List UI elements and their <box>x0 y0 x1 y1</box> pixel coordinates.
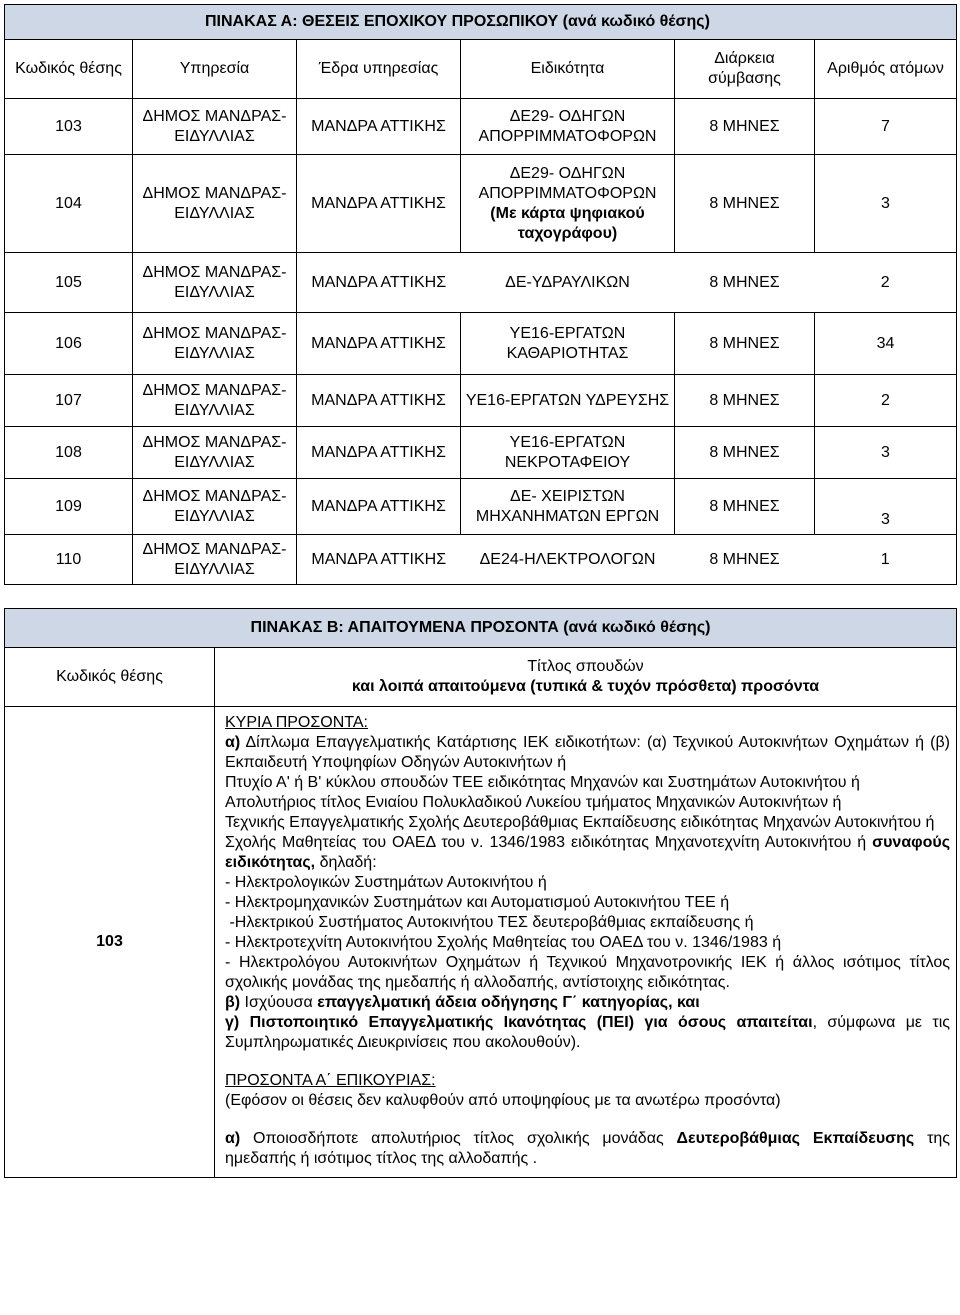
label-a: α) <box>225 734 241 751</box>
cell-service: ΔΗΜΟΣ ΜΑΝΔΡΑΣ-ΕΙΔΥΛΛΙΑΣ <box>133 535 297 585</box>
cell-code: 103 <box>5 707 215 1178</box>
table-b-header-row <box>5 648 957 707</box>
cell-seat: ΜΑΝΔΡΑ ΑΤΤΙΚΗΣ <box>297 427 461 479</box>
col-header-count: Αριθμός ατόμων <box>815 40 957 99</box>
table-a-title: ΠΙΝΑΚΑΣ Α: ΘΕΣΕΙΣ ΕΠΟΧΙΚΟΥ ΠΡΟΣΩΠΙΚΟΥ (ανά κωδικό θέσης) <box>5 5 957 40</box>
qualification-b <box>225 993 950 1013</box>
cell-duration: 8 ΜΗΝΕΣ <box>675 427 815 479</box>
cell-count: 3 <box>815 479 957 535</box>
cell-specialty: ΥΕ16-ΕΡΓΑΤΩΝ ΝΕΚΡΟΤΑΦΕΙΟΥ <box>461 427 675 479</box>
text-b2: επαγγελματική άδεια οδήγησης Γ΄ κατηγορίας, και <box>317 994 700 1011</box>
main-qualifications-heading: ΚΥΡΙΑ ΠΡΟΣΟΝΤΑ: <box>225 714 368 731</box>
table-row <box>5 535 957 585</box>
table-a-header-row <box>5 40 957 99</box>
cell-code: 103 <box>5 99 133 155</box>
aux-note: (Εφόσον οι θέσεις δεν καλυφθούν από υποψηφίους με τα ανωτέρω προσόντα) <box>225 1092 781 1109</box>
cell-duration: 8 ΜΗΝΕΣ <box>675 535 815 585</box>
qualification-c <box>225 1013 950 1053</box>
cell-specialty: ΔΕ-ΥΔΡΑΥΛΙΚΩΝ <box>461 253 675 313</box>
specialty-text: ΔΕ29- ΟΔΗΓΩΝ ΑΠΟΡΡΙΜΜΑΤΟΦΟΡΩΝ <box>478 164 657 202</box>
col-header-code: Κωδικός θέσης <box>5 648 215 707</box>
table-row <box>5 155 957 253</box>
aux-text-a1: Οποιοσδήποτε απολυτήριος τίτλος σχολικής μονάδας <box>240 1130 677 1147</box>
bullet-item: - Ηλεκτροτεχνίτη Αυτοκινήτου Σχολής Μαθητείας του ΟΑΕΔ του ν. 1346/1983 ή <box>225 934 782 951</box>
cell-duration: 8 ΜΗΝΕΣ <box>675 375 815 427</box>
cell-duration: 8 ΜΗΝΕΣ <box>675 313 815 375</box>
cell-specialty: ΔΕ29- ΟΔΗΓΩΝ ΑΠΟΡΡΙΜΜΑΤΟΦΟΡΩΝ <box>461 99 675 155</box>
col-header-title <box>215 648 957 707</box>
bullet-item: - Ηλεκτρολογικών Συστημάτων Αυτοκινήτου ή <box>225 874 547 891</box>
table-row <box>5 313 957 375</box>
aux-qualifications-heading: ΠΡΟΣΟΝΤΑ Α΄ ΕΠΙΚΟΥΡΙΑΣ: <box>225 1072 436 1089</box>
cell-code: 105 <box>5 253 133 313</box>
cell-service: ΔΗΜΟΣ ΜΑΝΔΡΑΣ-ΕΙΔΥΛΛΙΑΣ <box>133 99 297 155</box>
col-header-seat: Έδρα υπηρεσίας <box>297 40 461 99</box>
table-row <box>5 375 957 427</box>
cell-count: 2 <box>815 253 957 313</box>
specialty-note: (Με κάρτα ψηφιακού ταχογράφου) <box>490 204 645 242</box>
aux-label-a: α) <box>225 1130 241 1147</box>
cell-seat: ΜΑΝΔΡΑ ΑΤΤΙΚΗΣ <box>297 479 461 535</box>
cell-count: 3 <box>815 427 957 479</box>
cell-code: 109 <box>5 479 133 535</box>
cell-duration: 8 ΜΗΝΕΣ <box>675 155 815 253</box>
p4-bold: συναφούς ειδικότητας, <box>225 834 951 871</box>
text-c-rest: , σύμφωνα με τις Συμπληρωματικές Διευκρινίσεις που ακολουθούν). <box>225 1014 951 1051</box>
cell-specialty: ΔΕ24-ΗΛΕΚΤΡΟΛΟΓΩΝ <box>461 535 675 585</box>
col-header-code: Κωδικός θέσης <box>5 40 133 99</box>
col-header-duration: Διάρκεια σύμβασης <box>675 40 815 99</box>
cell-seat: ΜΑΝΔΡΑ ΑΤΤΙΚΗΣ <box>297 155 461 253</box>
cell-code: 107 <box>5 375 133 427</box>
cell-seat: ΜΑΝΔΡΑ ΑΤΤΙΚΗΣ <box>297 99 461 155</box>
cell-count: 7 <box>815 99 957 155</box>
table-b-qualifications <box>4 608 957 1178</box>
cell-qualifications <box>215 707 957 1178</box>
header-title-line1: Τίτλος σπουδών <box>527 658 644 675</box>
cell-duration: 8 ΜΗΝΕΣ <box>675 479 815 535</box>
cell-count: 1 <box>815 535 957 585</box>
col-header-specialty: Ειδικότητα <box>461 40 675 99</box>
cell-service: ΔΗΜΟΣ ΜΑΝΔΡΑΣ-ΕΙΔΥΛΛΙΑΣ <box>133 479 297 535</box>
cell-code: 110 <box>5 535 133 585</box>
table-row <box>5 99 957 155</box>
p4-text: Σχολής Μαθητείας του ΟΑΕΔ του ν. 1346/1983 ειδικότητας Μηχανοτεχνίτη Αυτοκινήτου ή <box>225 834 873 851</box>
bullet-item: - Ηλεκτρομηχανικών Συστημάτων και Αυτοματισμού Αυτοκινήτου ΤΕΕ ή <box>225 894 730 911</box>
aux-qualification-a <box>225 1129 950 1169</box>
text-a: Δίπλωμα Επαγγελματικής Κατάρτισης ΙΕΚ ειδικοτήτων: (α) Τεχνικού Αυτοκινήτων Οχημάτων ή (β) Εκπαιδευτή Υποψηφίων Οδηγών Αυτοκινήτων ή <box>225 734 951 771</box>
table-row <box>5 427 957 479</box>
qualification-a <box>225 733 950 773</box>
cell-count: 2 <box>815 375 957 427</box>
qualification-p2: Απολυτήριος τίτλος Ενιαίου Πολυκλαδικού Λυκείου τμήματος Μηχανικών Αυτοκινήτων ή <box>225 794 842 811</box>
p4-tail: δηλαδή: <box>315 854 377 871</box>
bullet-item: -Ηλεκτρικού Συστήματος Αυτοκινήτου ΤΕΣ δευτεροβάθμιας εκπαίδευσης ή <box>225 914 754 931</box>
bullet-item: - Ηλεκτρολόγου Αυτοκινήτων Οχημάτων ή Τεχνικού Μηχανοτρονικής ΙΕΚ ή άλλος ισότιμος τίτλος σχολικής μονάδας της ημεδαπής ή αλλοδαπής, αντίστοιχης ειδικότητας. <box>225 954 951 991</box>
cell-specialty: ΔΕ- ΧΕΙΡΙΣΤΩΝ ΜΗΧΑΝΗΜΑΤΩΝ ΕΡΓΩΝ <box>461 479 675 535</box>
aux-text-a3: της ημεδαπής ή ισότιμος τίτλος της αλλοδαπής . <box>225 1130 951 1167</box>
aux-text-a2: Δευτεροβάθμιας Εκπαίδευσης <box>676 1130 915 1147</box>
label-b: β) <box>225 994 241 1011</box>
table-a-positions <box>4 4 957 585</box>
cell-specialty: ΥΕ16-ΕΡΓΑΤΩΝ ΥΔΡΕΥΣΗΣ <box>461 375 675 427</box>
qualification-p1: Πτυχίο Α' ή Β' κύκλου σπουδών ΤΕΕ ειδικότητας Μηχανών και Συστημάτων Αυτοκινήτου ή <box>225 774 860 791</box>
cell-count: 3 <box>815 155 957 253</box>
text-c-bold: γ) Πιστοποιητικό Επαγγελματικής Ικανότητας (ΠΕΙ) για όσους απαιτείται <box>225 1014 813 1031</box>
cell-service: ΔΗΜΟΣ ΜΑΝΔΡΑΣ-ΕΙΔΥΛΛΙΑΣ <box>133 427 297 479</box>
cell-code: 104 <box>5 155 133 253</box>
cell-duration: 8 ΜΗΝΕΣ <box>675 253 815 313</box>
cell-seat: ΜΑΝΔΡΑ ΑΤΤΙΚΗΣ <box>297 535 461 585</box>
table-b-title: ΠΙΝΑΚΑΣ Β: ΑΠΑΙΤΟΥΜΕΝΑ ΠΡΟΣΟΝΤΑ (ανά κωδικό θέσης) <box>5 609 957 648</box>
cell-seat: ΜΑΝΔΡΑ ΑΤΤΙΚΗΣ <box>297 253 461 313</box>
cell-seat: ΜΑΝΔΡΑ ΑΤΤΙΚΗΣ <box>297 375 461 427</box>
cell-count: 34 <box>815 313 957 375</box>
col-header-service: Υπηρεσία <box>133 40 297 99</box>
cell-code: 106 <box>5 313 133 375</box>
cell-code: 108 <box>5 427 133 479</box>
cell-service: ΔΗΜΟΣ ΜΑΝΔΡΑΣ-ΕΙΔΥΛΛΙΑΣ <box>133 375 297 427</box>
cell-specialty <box>461 155 675 253</box>
cell-seat: ΜΑΝΔΡΑ ΑΤΤΙΚΗΣ <box>297 313 461 375</box>
cell-service: ΔΗΜΟΣ ΜΑΝΔΡΑΣ-ΕΙΔΥΛΛΙΑΣ <box>133 313 297 375</box>
qualification-p4 <box>225 833 950 873</box>
table-row <box>5 707 957 1178</box>
cell-duration: 8 ΜΗΝΕΣ <box>675 99 815 155</box>
header-title-line2: και λοιπά απαιτούμενα (τυπικά & τυχόν πρόσθετα) προσόντα <box>351 678 820 695</box>
cell-service: ΔΗΜΟΣ ΜΑΝΔΡΑΣ-ΕΙΔΥΛΛΙΑΣ <box>133 155 297 253</box>
qualification-p3: Τεχνικής Επαγγελματικής Σχολής Δευτεροβάθμιας Εκπαίδευσης ειδικότητας Μηχανών Αυτοκινήτου ή <box>225 814 935 831</box>
text-b1: Ισχύουσα <box>240 994 318 1011</box>
cell-specialty: ΥΕ16-ΕΡΓΑΤΩΝ ΚΑΘΑΡΙΟΤΗΤΑΣ <box>461 313 675 375</box>
cell-service: ΔΗΜΟΣ ΜΑΝΔΡΑΣ-ΕΙΔΥΛΛΙΑΣ <box>133 253 297 313</box>
table-row <box>5 479 957 535</box>
table-row <box>5 253 957 313</box>
